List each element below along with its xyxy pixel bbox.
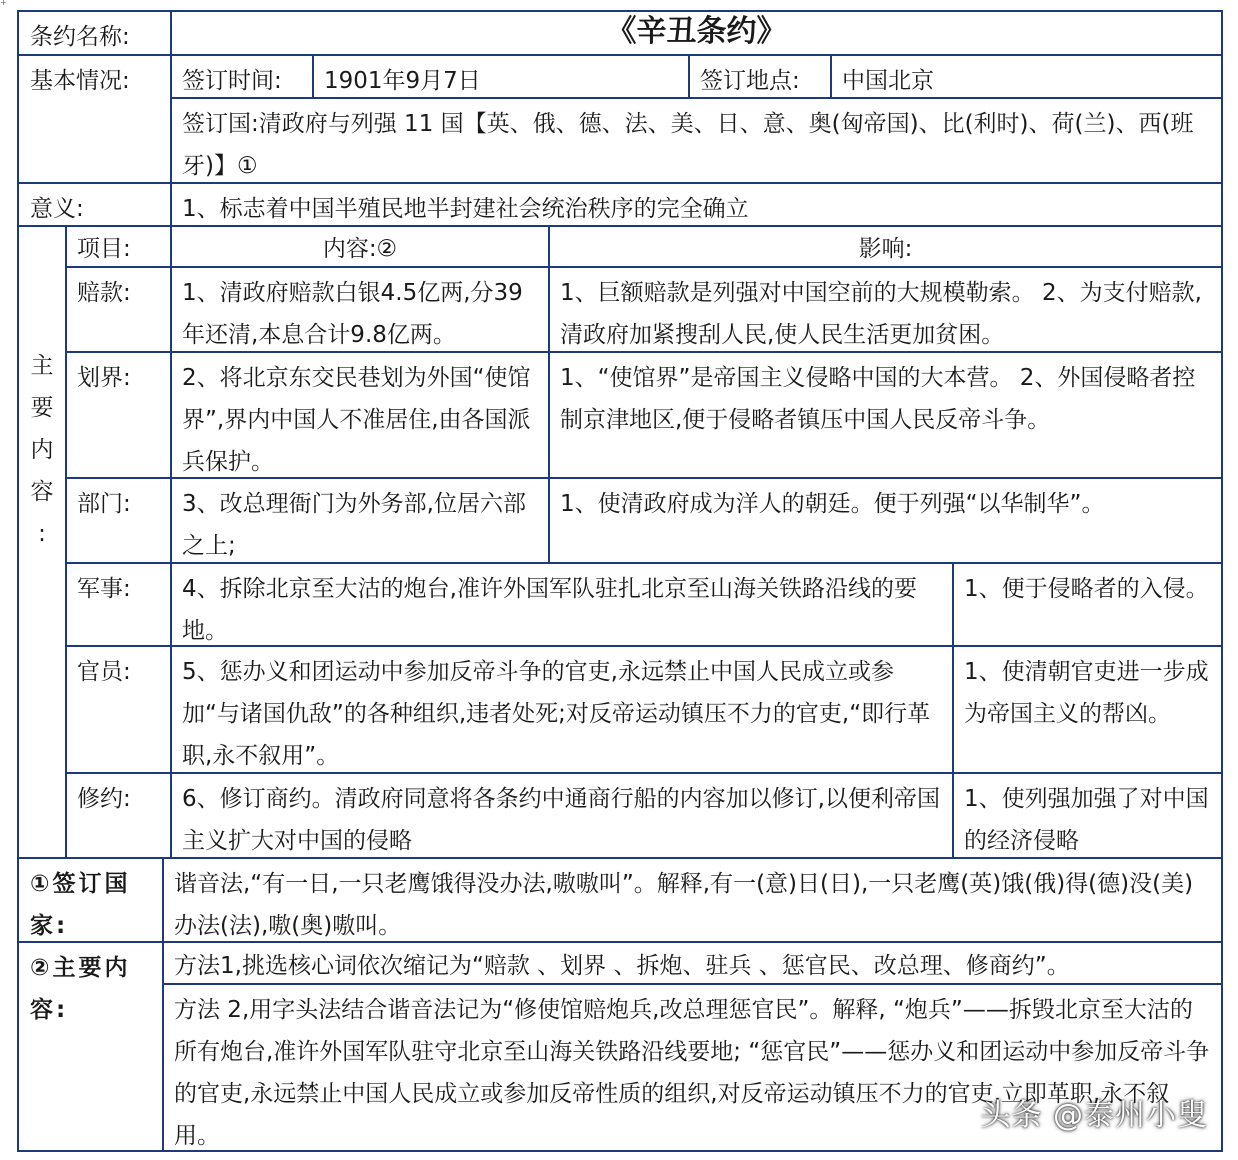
memo2-label: ②主要内容: xyxy=(30,955,131,1023)
sign-time-value: 1901年9月7日 xyxy=(324,68,481,94)
header-item: 项目: xyxy=(77,236,131,262)
table-row-content: 4、拆除北京至大沽的炮台,准许外国军队驻扎北京至山海关铁路沿线的要地。 xyxy=(182,576,917,644)
sign-countries: 签订国:清政府与列强 11 国【英、俄、德、法、美、日、意、奥(匈帝国)、比(利时)、荷(兰)、西(班牙)】① xyxy=(182,111,1194,179)
side-char: 内 xyxy=(30,437,54,463)
sign-time-label: 签订时间: xyxy=(182,68,282,94)
table-row-effect: 1、“使馆界”是帝国主义侵略中国的大本营。 2、外国侵略者控制京津地区,便于侵略者镇压中国人民反帝斗争。 xyxy=(560,365,1196,433)
table-row-item: 部门: xyxy=(77,491,131,517)
memo1-label: ①签订国家: xyxy=(30,871,131,939)
side-char: 要 xyxy=(30,395,54,421)
table-row-item: 官员: xyxy=(77,659,131,685)
table-row-item: 赔款: xyxy=(77,280,131,306)
side-char: 主 xyxy=(30,353,54,379)
table-row-effect: 1、使列强加强了对中国的经济侵略 xyxy=(964,786,1209,854)
table-row-content: 3、改总理衙门为外务部,位居六部之上; xyxy=(182,491,526,559)
memo2-method2: 方法 2,用字头法结合谐音法记为“修使馆赔炮兵,改总理惩官民”。解释, “炮兵”——拆毁北京至大沽的所有炮台,准许外国军队驻守北京至山海关铁路沿线要地; “惩官民”——惩办义和团运动中参加反帝斗争的官吏,永远禁止中国人民成立或参加反帝性质的组织,对反帝运动镇压不力的官吏,立即革职,永不叙用。 xyxy=(174,997,1210,1149)
sign-place-label: 签订地点: xyxy=(700,68,800,94)
basic-info-label: 基本情况: xyxy=(30,68,130,94)
table-row-content: 5、惩办义和团运动中参加反帝斗争的官吏,永远禁止中国人民成立或参加“与诸国仇敌”的各种组织,违者处死;对反帝运动镇压不力的官吏,“即行革职,永不叙用”。 xyxy=(182,659,931,769)
corner-mark: + xyxy=(0,0,7,7)
treaty-name-label: 条约名称: xyxy=(30,24,130,50)
memo2-method1: 方法1,挑选核心词依次缩记为“赔款 、划界 、拆炮、驻兵 、惩官民、改总理、修商约”。 xyxy=(174,953,1070,979)
table-row-content: 1、清政府赔款白银4.5亿两,分39年还清,本息合计9.8亿两。 xyxy=(182,280,523,348)
header-effect: 影响: xyxy=(858,236,913,262)
header-content: 内容:② xyxy=(322,236,398,262)
meaning-label: 意义: xyxy=(30,196,84,222)
treaty-name-value: 《辛丑条约》 xyxy=(606,14,787,49)
table-row-content: 2、将北京东交民巷划为外国“使馆界”,界内中国人不准居住,由各国派兵保护。 xyxy=(182,365,531,475)
table-row-effect: 1、使清政府成为洋人的朝廷。便于列强“以华制华”。 xyxy=(560,491,1105,517)
table-row-content: 6、修订商约。清政府同意将各条约中通商行船的内容加以修订,以便利帝国主义扩大对中国的侵略 xyxy=(182,786,940,854)
table-row-effect: 1、使清朝官吏进一步成为帝国主义的帮凶。 xyxy=(964,659,1209,727)
table-row-effect: 1、巨额赔款是列强对中国空前的大规模勒索。 2、为支付赔款,清政府加紧搜刮人民,使人民生活更加贫困。 xyxy=(560,280,1202,348)
main-content-side-label xyxy=(19,345,65,565)
meaning-value: 1、标志着中国半殖民地半封建社会统治秩序的完全确立 xyxy=(182,196,749,222)
side-char: : xyxy=(38,521,46,547)
sign-place-value: 中国北京 xyxy=(842,68,934,94)
table-row-item: 划界: xyxy=(77,365,131,391)
side-char: 容 xyxy=(30,479,54,505)
table-row-item: 军事: xyxy=(77,576,131,602)
table-row-effect: 1、便于侵略者的入侵。 xyxy=(964,576,1209,602)
memo1-value: 谐音法,“有一日,一只老鹰饿得没办法,嗷嗷叫”。解释,有一(意)日(日),一只老鹰(英)饿(俄)得(德)没(美)办法(法),嗷(奥)嗷叫。 xyxy=(174,871,1194,939)
table-row-item: 修约: xyxy=(77,786,131,812)
watermark: 头条 @泰州小叟 xyxy=(980,1098,1208,1133)
